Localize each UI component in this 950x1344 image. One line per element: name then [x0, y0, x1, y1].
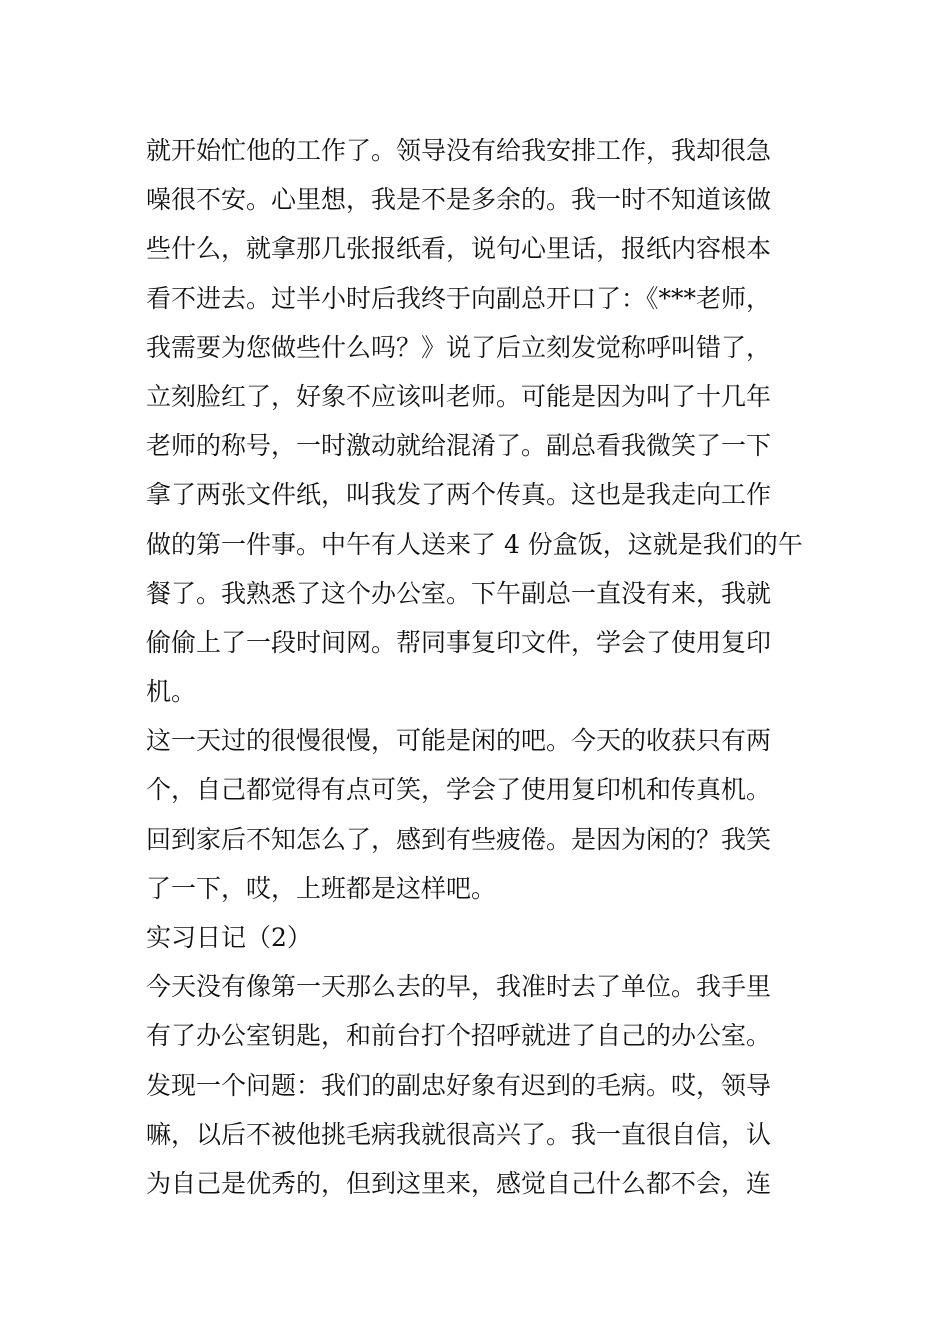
text-line: 发现一个问题：我们的副忠好象有迟到的毛病。哎，领导	[146, 1070, 772, 1100]
text-line: 今天没有像第一天那么去的早，我准时去了单位。我手里	[146, 972, 772, 1002]
text-line: 立刻脸红了，好象不应该叫老师。可能是因为叫了十几年	[146, 381, 772, 411]
text-line: 做的第一件事。中午有人送来了 4 份盒饭，这就是我们的午	[146, 529, 803, 559]
text-line: 回到家后不知怎么了，感到有些疲倦。是因为闲的？我笑	[146, 824, 772, 854]
text-line: 些什么，就拿那几张报纸看，说句心里话，报纸内容根本	[146, 234, 772, 264]
text-line: 老师的称号，一时激动就给混淆了。副总看我微笑了一下	[146, 431, 772, 461]
text-line: 个，自己都觉得有点可笑，学会了使用复印机和传真机。	[146, 775, 772, 805]
text-line: 机。	[146, 677, 197, 707]
document-body	[146, 126, 816, 1208]
text-line: 看不进去。过半小时后我终于向副总开口了：《***老师，	[146, 283, 772, 313]
text-line: 这一天过的很慢很慢，可能是闲的吧。今天的收获只有两	[146, 726, 772, 756]
text-line: 为自己是优秀的，但到这里来，感觉自己什么都不会，连	[146, 1168, 772, 1198]
text-line: 餐了。我熟悉了这个办公室。下午副总一直没有来，我就	[146, 578, 772, 608]
text-line: 就开始忙他的工作了。领导没有给我安排工作，我却很急	[146, 136, 772, 165]
text-line: 有了办公室钥匙，和前台打个招呼就进了自己的办公室。	[146, 1021, 772, 1051]
text-line: 拿了两张文件纸，叫我发了两个传真。这也是我走向工作	[146, 480, 772, 510]
text-line: 噪很不安。心里想，我是不是多余的。我一时不知道该做	[146, 185, 772, 215]
text-line: 我需要为您做些什么吗？》说了后立刻发觉称呼叫错了，	[146, 332, 772, 362]
section-heading: 实习日记（2）	[146, 923, 312, 952]
text-line: 了一下，哎，上班都是这样吧。	[146, 873, 497, 903]
text-line: 偷偷上了一段时间网。帮同事复印文件，学会了使用复印	[146, 627, 772, 657]
text-line: 嘛，以后不被他挑毛病我就很高兴了。我一直很自信，认	[146, 1119, 772, 1149]
